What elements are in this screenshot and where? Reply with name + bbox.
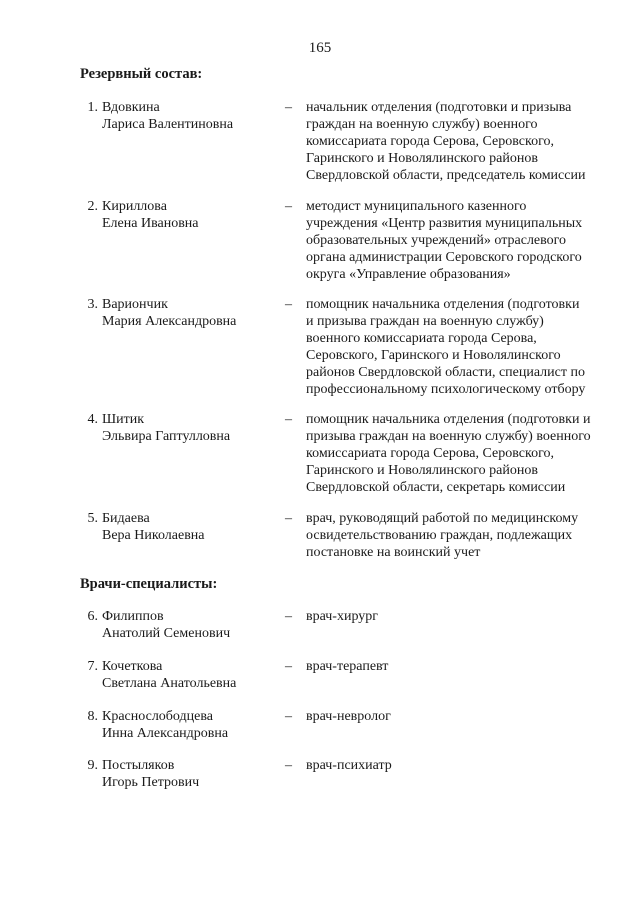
person-name: [102, 757, 287, 791]
item-number: 1.: [87, 100, 98, 115]
position-description: [306, 757, 616, 774]
surname: Вдовкина: [102, 100, 160, 115]
person-name: [102, 658, 287, 692]
role-line: врач-психиатр: [306, 758, 392, 773]
role-line: учреждения «Центр развития муниципальных: [306, 216, 583, 231]
role-line: Свердловской области, председатель комиссии: [306, 168, 586, 183]
given-names: Светлана Анатольевна: [102, 676, 237, 691]
given-names: Игорь Петрович: [102, 775, 200, 790]
role-line: начальник отделения (подготовки и призыва: [306, 100, 572, 115]
role-line: комиссариата города Серова, Серовского,: [306, 134, 554, 149]
person-name: [102, 411, 287, 445]
role-line: врач, руководящий работой по медицинскому: [306, 511, 579, 526]
role-line: и призыва граждан на военную службу): [306, 314, 544, 329]
item-number: 6.: [87, 609, 98, 624]
item-number: 9.: [87, 758, 98, 773]
dash: –: [285, 709, 292, 724]
given-names: Вера Николаевна: [102, 528, 205, 543]
given-names: Анатолий Семенович: [102, 626, 231, 641]
section-heading-doctors: Врачи-специалисты:: [80, 576, 218, 592]
role-line: округа «Управление образования»: [306, 267, 511, 282]
role-line: Серовского, Гаринского и Новолялинского: [306, 348, 561, 363]
dash: –: [285, 412, 292, 427]
given-names: Елена Ивановна: [102, 216, 199, 231]
item-number: 3.: [87, 297, 98, 312]
role-line: профессиональному психологическому отбору: [306, 382, 586, 397]
given-names: Инна Александровна: [102, 726, 229, 741]
person-name: [102, 198, 287, 232]
item-number: 5.: [87, 511, 98, 526]
position-description: [306, 658, 616, 675]
surname: Кочеткова: [102, 659, 163, 674]
role-line: районов Свердловской области, специалист по: [306, 365, 585, 380]
role-line: образовательных учреждений» отраслевого: [306, 233, 567, 248]
position-description: [306, 198, 616, 283]
position-description: [306, 99, 616, 184]
position-description: [306, 708, 616, 725]
dash: –: [285, 297, 292, 312]
role-line: органа администрации Серовского городского: [306, 250, 582, 265]
person-name: [102, 296, 287, 330]
role-line: комиссариата города Серова, Серовского,: [306, 446, 554, 461]
person-name: [102, 99, 287, 133]
dash: –: [285, 100, 292, 115]
person-name: [102, 708, 287, 742]
dash: –: [285, 199, 292, 214]
role-line: постановке на воинский учет: [306, 545, 481, 560]
position-description: [306, 411, 616, 496]
given-names: Лариса Валентиновна: [102, 117, 234, 132]
surname: Кириллова: [102, 199, 167, 214]
role-line: граждан на военную службу) военного: [306, 117, 538, 132]
role-line: помощник начальника отделения (подготовки: [306, 297, 580, 312]
page-number: 165: [308, 40, 332, 56]
surname: Бидаева: [102, 511, 150, 526]
role-line: призыва граждан на военную службу) военного: [306, 429, 591, 444]
item-number: 4.: [87, 412, 98, 427]
person-name: [102, 608, 287, 642]
role-line: Гаринского и Новолялинского районов: [306, 463, 538, 478]
role-line: военного комиссариата города Серова,: [306, 331, 537, 346]
section-heading-reserve: Резервный состав:: [80, 66, 203, 82]
dash: –: [285, 659, 292, 674]
position-description: [306, 608, 616, 625]
surname: Краснослободцева: [102, 709, 213, 724]
position-description: [306, 510, 616, 561]
person-name: [102, 510, 287, 544]
item-number: 8.: [87, 709, 98, 724]
surname: Постыляков: [102, 758, 175, 773]
role-line: врач-хирург: [306, 609, 379, 624]
dash: –: [285, 609, 292, 624]
position-description: [306, 296, 616, 398]
role-line: врач-невролог: [306, 709, 391, 724]
surname: Шитик: [102, 412, 145, 427]
role-line: помощник начальника отделения (подготовки и: [306, 412, 591, 427]
role-line: Свердловской области, секретарь комиссии: [306, 480, 566, 495]
given-names: Мария Александровна: [102, 314, 237, 329]
surname: Филиппов: [102, 609, 164, 624]
dash: –: [285, 511, 292, 526]
item-number: 2.: [87, 199, 98, 214]
item-number: 7.: [87, 659, 98, 674]
surname: Вариончик: [102, 297, 168, 312]
role-line: освидетельствованию граждан, подлежащих: [306, 528, 573, 543]
role-line: врач-терапевт: [306, 659, 389, 674]
role-line: Гаринского и Новолялинского районов: [306, 151, 538, 166]
given-names: Эльвира Гаптулловна: [102, 429, 231, 444]
dash: –: [285, 758, 292, 773]
role-line: методист муниципального казенного: [306, 199, 527, 214]
